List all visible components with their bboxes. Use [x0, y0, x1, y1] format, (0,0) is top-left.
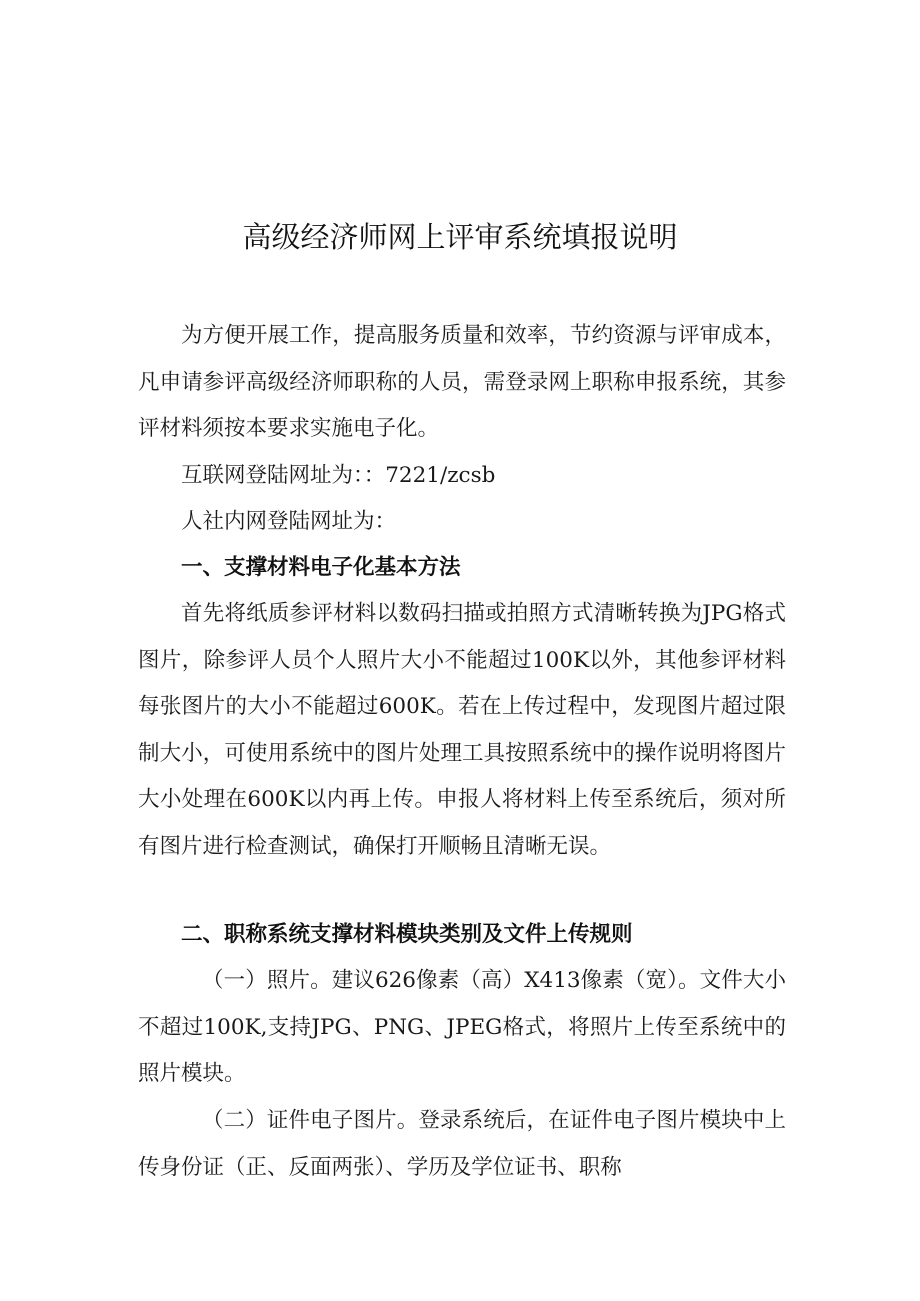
section2-heading: 二、职称系统支撑材料模块类别及文件上传规则: [181, 922, 633, 947]
section1-body: 首先将纸质参评材料以数码扫描或拍照方式清晰转换为JPG格式图片，除参评人员个人照片大小不能超过100K以外，其他参评材料每张图片的大小不能超过600K。若在上传过程中，发现图片超过限制大小，可使用系统中的图片处理工具按照系统中的操作说明将图片大小处理在600K以内再上传。申报人将材料上传至系统后，须对所有图片进行检查测试，确保打开顺畅且清晰无误。: [138, 601, 786, 859]
document-title: 高级经济师网上评审系统填报说明: [242, 220, 678, 254]
intranet-url-line: 人社内网登陆网址为：: [181, 509, 397, 534]
intro-paragraph: 为方便开展工作，提高服务质量和效率，节约资源与评审成本，凡申请参评高级经济师职称的人员，需登录网上职称申报系统，其参评材料须按本要求实施电子化。: [138, 323, 786, 441]
item1-paragraph: （一）照片。建议626像素（高）X413像素（宽）。文件大小不超过100K,支持JPG、PNG、JPEG格式，将照片上传至系统中的照片模块。: [138, 968, 786, 1086]
section1-heading: 一、支撑材料电子化基本方法: [181, 555, 461, 580]
internet-url-line: 互联网登陆网址为：：7221/zcsb: [181, 463, 496, 488]
item2-paragraph: （二）证件电子图片。登录系统后，在证件电子图片模块中上传身份证（正、反面两张）、学历及学位证书、职称: [138, 1108, 786, 1180]
